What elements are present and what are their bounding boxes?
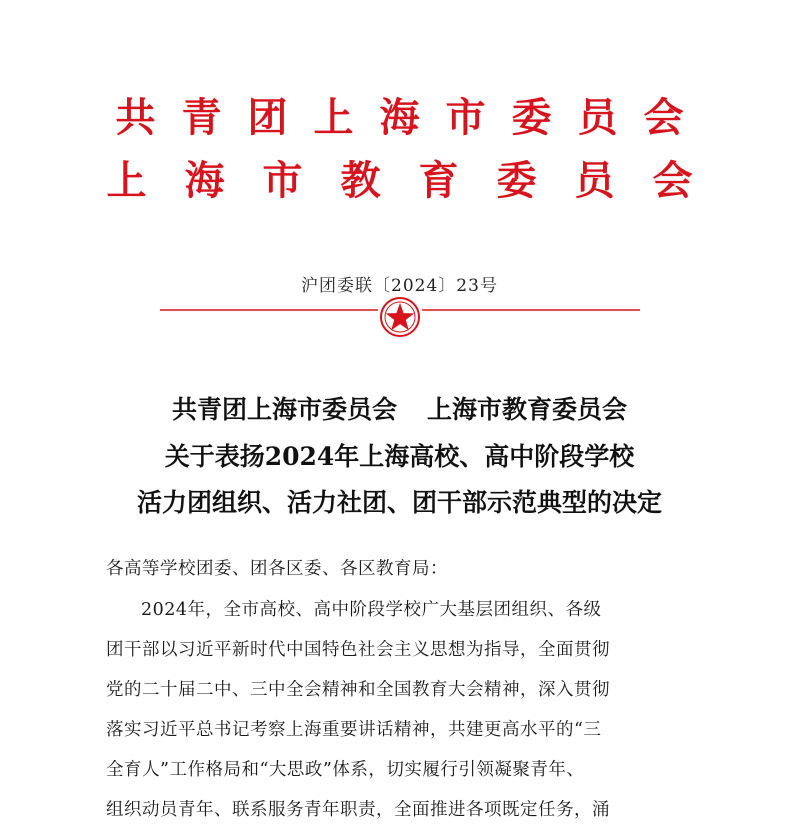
salutation: 各高等学校团委、团各区委、各区教育局： [106,559,448,579]
body-line: 全育人”工作格局和“大思政”体系，切实履行引领凝聚青年、 [106,760,585,780]
title-line-2: 关于表扬2024年上海高校、高中阶段学校 [164,442,635,471]
body-line: 团干部以习近平新时代中国特色社会主义思想为指导，全面贯彻 [106,640,610,660]
title-org-1: 共青团上海市委员会 [171,395,397,424]
body-line: 党的二十届二中、三中全会精神和全国教育大会精神，深入贯彻 [106,680,610,700]
body-line: 落实习近平总书记考察上海重要讲话精神，共建更高水平的“三 [106,720,602,740]
red-star-icon [381,298,419,336]
body-line: 2024年，全市高校、高中阶段学校广大基层团组织、各级 [141,600,602,620]
title-org-2: 上海市教育委员会 [427,395,628,424]
issuing-org-2: 上海市教育委员会 [106,158,731,204]
title-line-3: 活力团组织、活力社团、团干部示范典型的决定 [136,488,662,517]
title-line-1 [0,390,799,426]
document-number: 沪团委联〔2024〕23号 [301,276,498,296]
red-divider [160,288,640,348]
issuing-org-1: 共青团上海市委员会 [115,95,710,141]
body-line: 组织动员青年、联系服务青年职责，全面推进各项既定任务，涌 [106,800,610,820]
